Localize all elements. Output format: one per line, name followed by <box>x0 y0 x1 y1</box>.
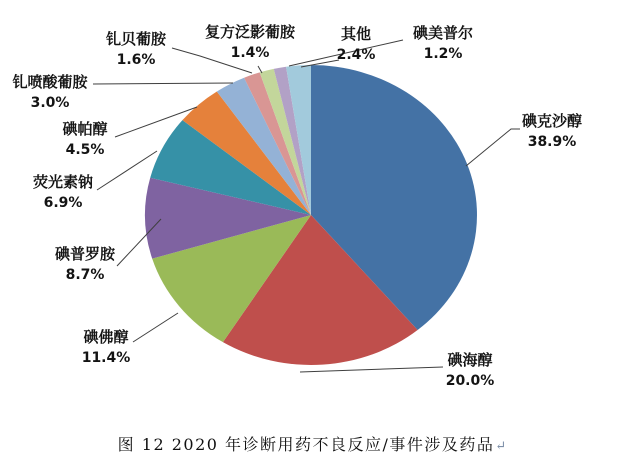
slice-percent: 38.9% <box>527 134 577 150</box>
slice-name: 碘帕醇 <box>62 120 108 138</box>
slice-name: 碘佛醇 <box>83 328 129 346</box>
slice-label <box>472 111 624 153</box>
slice-percent: 3.0% <box>30 95 70 111</box>
slice-percent: 11.4% <box>81 350 131 366</box>
slice-name: 碘普罗胺 <box>54 245 115 263</box>
slice-label <box>390 350 550 392</box>
slice-label <box>276 24 436 66</box>
slice-label <box>0 72 130 114</box>
paragraph-mark: ↵ <box>495 439 507 454</box>
caption-text: 图 12 2020 年诊断用药不良反应/事件涉及药品 <box>117 435 495 454</box>
slice-label <box>5 244 165 286</box>
slice-label <box>26 327 186 369</box>
slice-name: 碘美普尔 <box>412 24 473 42</box>
slice-percent: 1.2% <box>423 46 463 62</box>
slice-percent: 20.0% <box>445 373 495 389</box>
slice-percent: 1.4% <box>230 45 270 61</box>
slice-percent: 4.5% <box>65 142 105 158</box>
slice-label <box>5 119 165 161</box>
slice-percent: 2.4% <box>336 47 376 63</box>
slice-name: 钆贝葡胺 <box>105 30 166 48</box>
slice-name: 碘海醇 <box>447 351 493 369</box>
leader-line <box>258 66 262 73</box>
slice-label <box>0 172 143 214</box>
slice-percent: 8.7% <box>65 267 105 283</box>
slice-percent: 1.6% <box>116 52 156 68</box>
figure-caption <box>0 432 624 455</box>
slice-percent: 6.9% <box>43 195 83 211</box>
slice-name: 钆喷酸葡胺 <box>12 73 88 91</box>
slice-name: 荧光素钠 <box>32 173 93 191</box>
slice-name: 碘克沙醇 <box>521 112 582 130</box>
slice-name: 复方泛影葡胺 <box>204 23 295 41</box>
slice-name: 其他 <box>340 25 371 43</box>
